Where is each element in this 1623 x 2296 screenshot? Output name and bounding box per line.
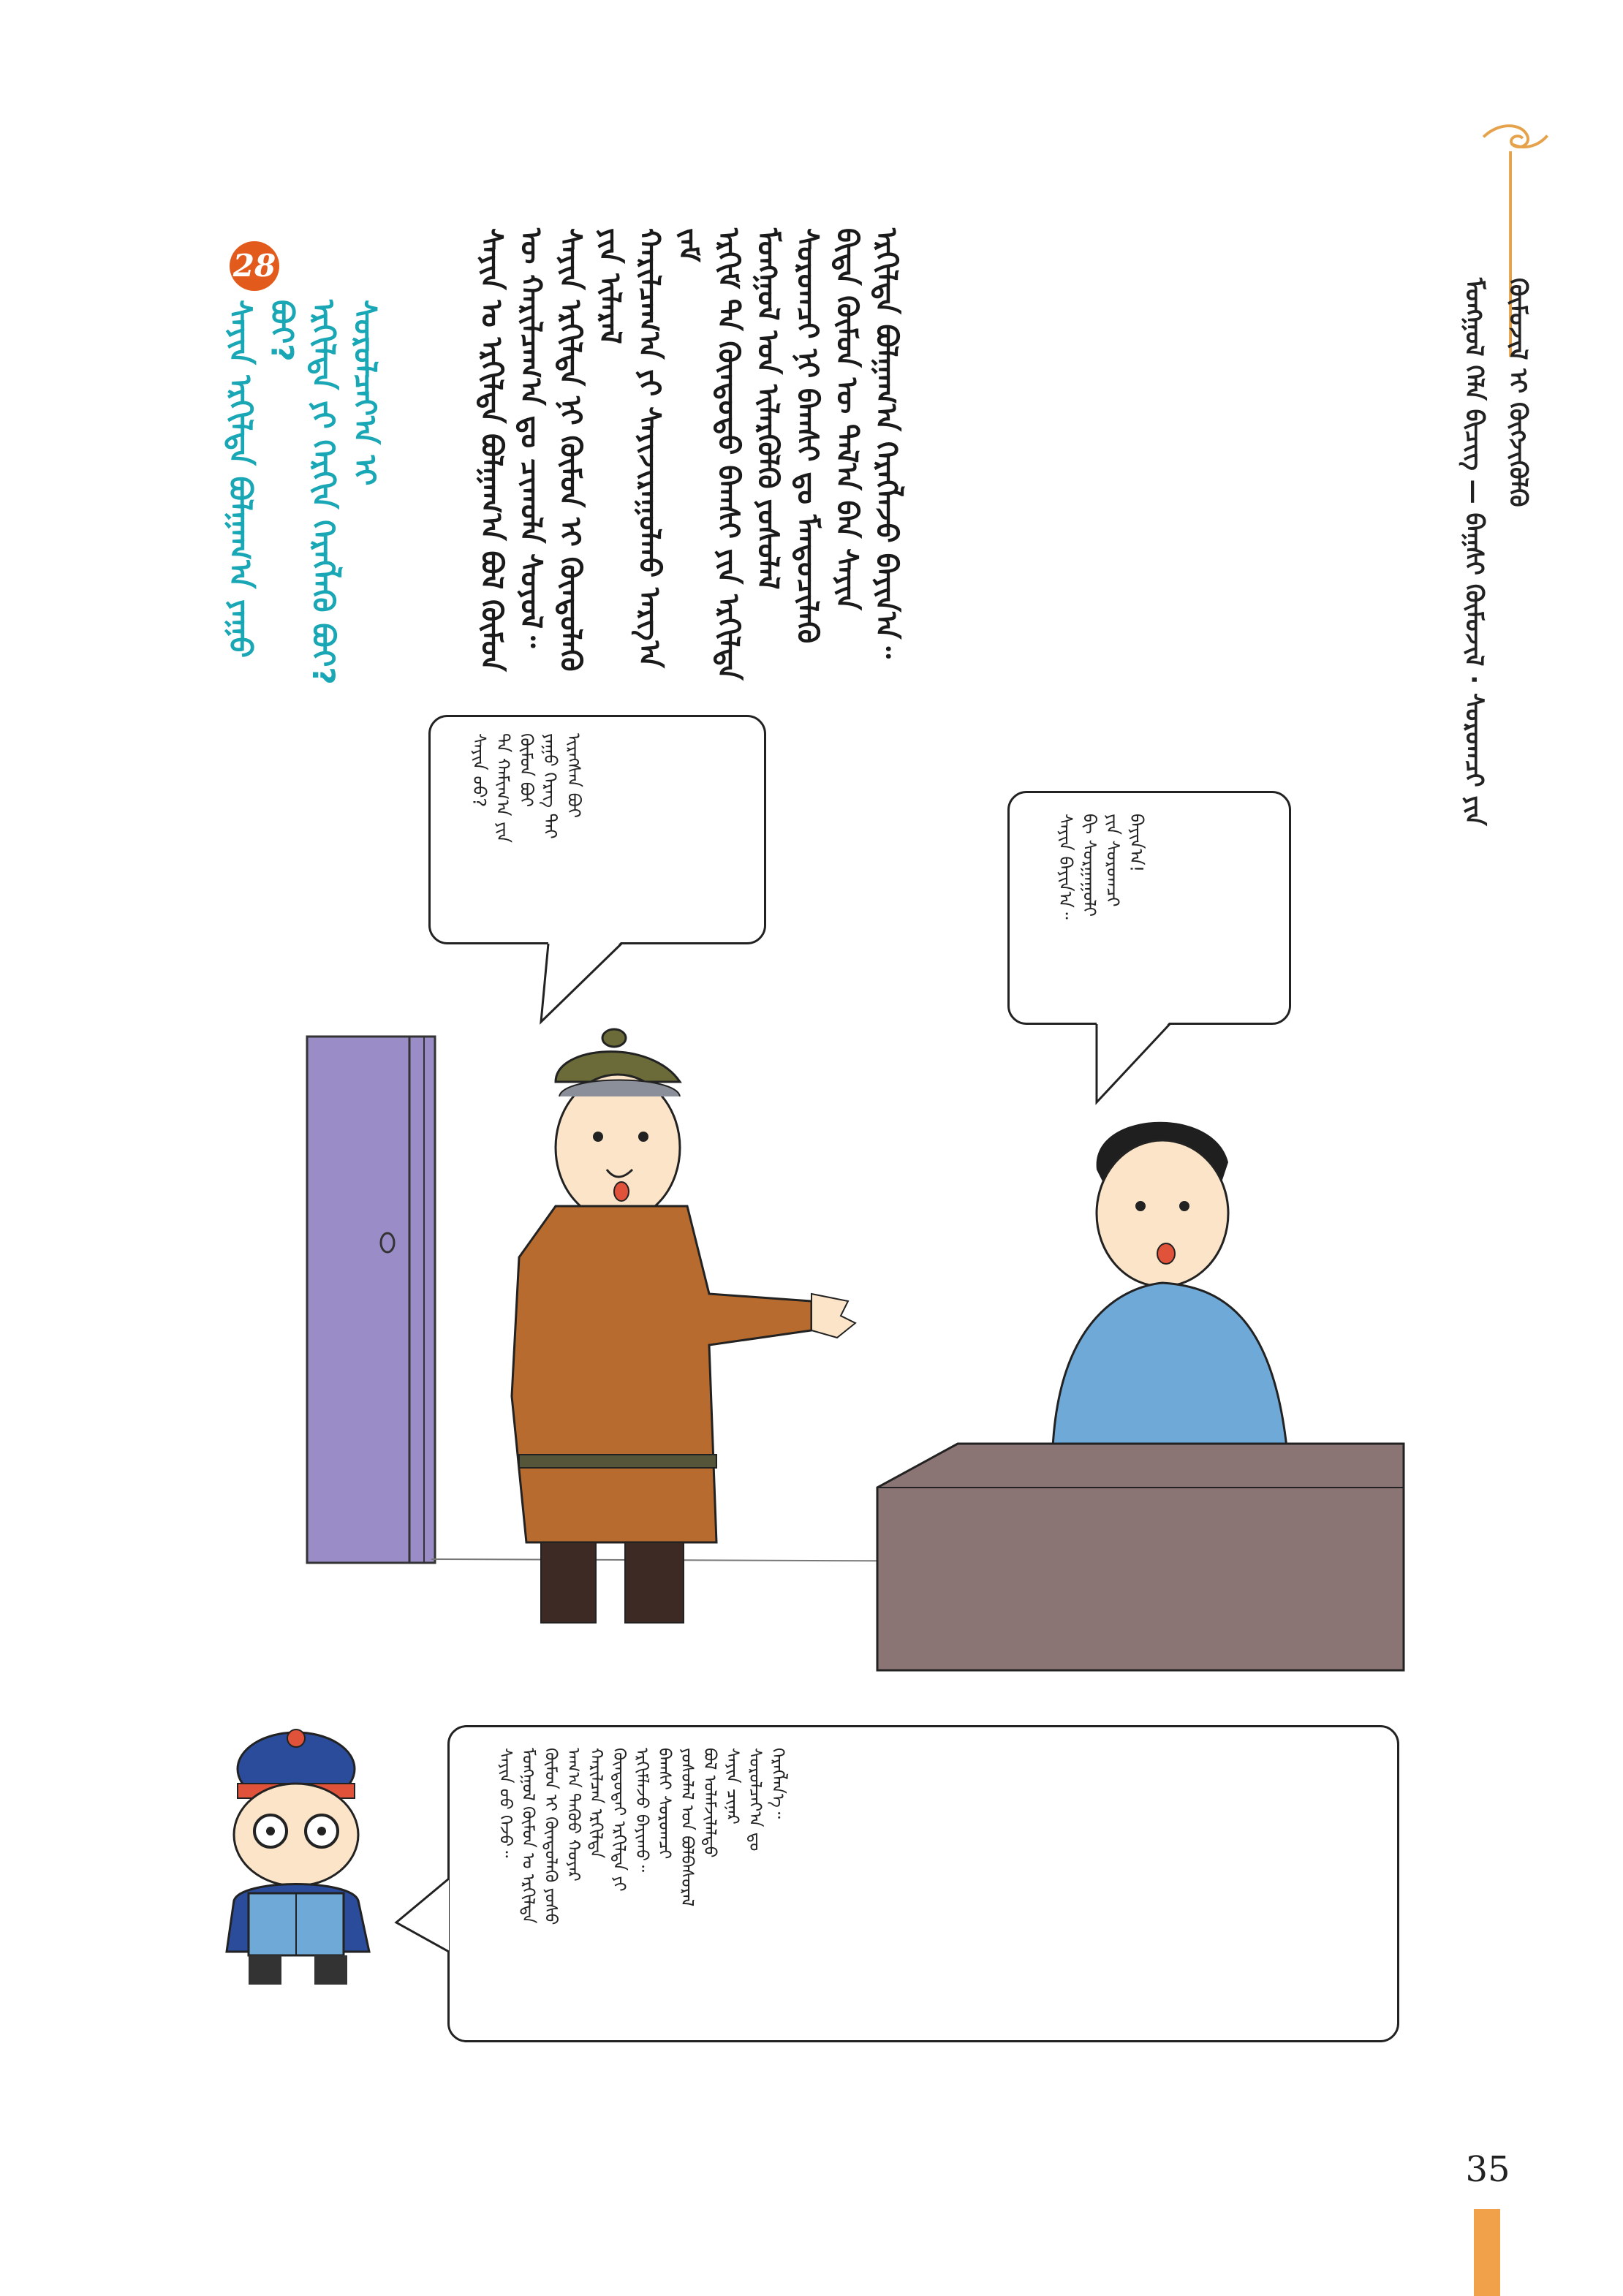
old-man-bubble-tail xyxy=(534,941,621,1029)
student-speech-bubble xyxy=(447,1725,1399,2042)
running-header-title: ᠮᠣᠩᠭᠣᠯ ᠬᠡᠯᠡ ᠪᠢᠴᠢᠭ — ᠪᠠᠭ᠋ᠰᠢ ᠬᠦᠮᠦᠵᠢᠯ · ᠰᠤᠷᠤᠭᠴᠢ ᠶᠢᠨ ᠬᠦᠮᠦᠵᠢᠯ ᠢ ᠬᠥᠭᠵᠢᠭᠦᠯᠬᠦ xyxy=(1459,278,1532,826)
student-bubble-tail xyxy=(396,1871,455,1959)
door-illustration xyxy=(300,1029,446,1570)
young-man-illustration xyxy=(1038,1104,1345,1455)
body-paragraph: ᠰᠠᠶᠢᠨ ᠤ ᠡᠷᠭᠢᠯᠲᠡ ᠪᠣᠯᠭᠠᠭ᠎ᠠ ᠪᠣᠯ ᠬᠦᠮᠦᠨ ᠦ ᠬᠠᠷᠢᠯᠴᠠᠭ᠎ᠠ ᠳᠤ ᠴᠢᠬᠤᠯᠠ ᠰᠣᠶᠣᠯ᠃ ᠰᠠᠶᠢᠨ ᠡᠷᠭᠢᠯᠲᠡ ᠨᠢ ᠬᠦᠮᠦᠨ ᠢ ᠬᠦᠨᠳᠦᠯᠡᠬᠦ ᠶᠢᠨ ᠢᠯᠡᠷᠡᠯ ᠬᠠᠷᠢᠯᠴᠠᠭ᠎ᠠ ᠶᠢ ᠰᠠᠶᠢᠵᠢᠷᠠᠭᠤᠯᠬᠤ ᠠᠷᠭ᠎ᠠ ᠵᠠᠮ ᠡᠷᠬᠢᠮ ᠲᠠ ᠬᠦᠨᠳᠦᠲᠦ ᠪᠠᠭᠰᠢ ᠶᠢᠨ ᠡᠷᠭᠢᠯᠲᠡ ᠮᠣᠩᠭᠣᠯ ᠤᠨ ᠢᠯᠡᠷᠭᠦᠯᠬᠦ ᠶᠣᠰᠣᠯᠠᠯ ᠰᠤᠷᠤᠭᠴᠢ ᠨᠢ ᠪᠠᠭᠰᠢ ᠳᠤ ᠮᠡᠨᠳᠦᠴᠢᠯᠡᠬᠦ ᠪᠢᠳᠡ ᠬᠦᠮᠦᠨ ᠦ ᠲᠠᠯ᠎ᠠ ᠪᠠᠨ ᠰᠠᠶᠢᠨ ᠡᠷᠭᠢᠯᠲᠡ ᠪᠣᠯᠭᠠᠭ᠎ᠠ ᠬᠡᠷᠡᠭᠯᠡᠵᠦ ᠪᠠᠶᠢᠨ᠎ᠠ᠃ xyxy=(474,228,903,681)
old-man-illustration xyxy=(468,1016,907,1689)
young-man-speech-bubble xyxy=(1007,791,1291,1025)
question-number-badge: 28 xyxy=(230,241,279,291)
page-number: 35 xyxy=(1465,2149,1510,2190)
old-man-speech-bubble xyxy=(428,715,766,944)
question-text: ᠰᠠᠶᠢᠨ ᠡᠷᠭᠢᠯᠲᠡ ᠪᠣᠯᠭᠠᠭ᠎ᠠ ᠶᠠᠭᠤ ᠪᠣᠢ? ᠡᠷᠭᠢᠯᠲᠡ ᠶᠢ ᠬᠡᠷᠬᠢᠨ ᠬᠡᠷᠡᠭᠯᠡᠬᠦ ᠪᠣᠢ? ᠰᠤᠷᠤᠯᠴᠠᠶ᠎ᠠ ᠢ xyxy=(222,300,383,685)
student-speech-text: ᠰᠠᠶᠢᠨ ᠤᠤ ᠭᠡᠵᠦ᠃ ᠮᠣᠩᠭᠣᠯ ᠬᠦᠮᠦᠨ ᠤ ᠡᠷᠭᠢᠯᠲᠡ ᠬᠦᠮᠦᠨ ᠢ ᠬᠦᠨᠳᠦᠯᠡᠬᠦ ᠶᠣᠰᠣ ᠠᠬ᠎ᠠ ᠳᠡᠭᠦᠦ ᠬᠣᠶᠠᠷ ᠬᠠᠷᠢᠯᠴᠠᠨ ᠡᠷᠭᠢᠯᠲᠡ ᠬᠦᠨᠳᠦᠲᠡᠢ ᠡᠷᠭᠢᠯᠲᠡ ᠶᠢ ᠡᠷᠬᠢᠮᠯᠡᠵᠦ ᠪᠠᠶᠢᠬᠤ᠃ ᠪᠠᠭᠰᠢ ᠰᠤᠷᠤᠭᠴᠢ ᠶᠣᠰᠣᠯᠠᠯ ᠤᠨ ᠪᠣᠯᠪᠠᠰᠤᠷᠠᠯ ᠪᠣᠯ ᠤᠯᠠᠮᠵᠢᠯᠠᠯᠲᠤ ᠰᠠᠶᠢᠨ ᠴᠢᠨᠠᠷ ᠰᠤᠷᠤᠯᠴᠠᠶ᠎ᠠ ᠳᠤ ᠬᠡᠷᠡᠭᠯᠡᠨ᠎ᠡ᠃ xyxy=(496,1748,787,1925)
old-man-speech-text: ᠰᠠᠶᠢᠨ ᠤᠤ? ᠲᠠ ᠬᠠᠮᠢᠭ᠎ᠠ ᠶᠢᠨ ᠬᠦᠮᠦᠨ ᠪᠣᠢ ᠶᠠᠭᠤ ᠬᠡᠷᠡᠭ ᠲᠡᠢ ᠢᠷᠡᠭᠰᠡᠨ ᠪᠣᠢ xyxy=(469,733,584,844)
young-man-bubble-tail xyxy=(1089,1022,1177,1110)
desk-illustration xyxy=(870,1436,1411,1678)
young-man-speech-text: ᠰᠠᠶᠢᠨ ᠪᠠᠶᠢᠨ᠎ᠠ᠃ ᠪᠢ ᠰᠤᠷᠭᠠᠭᠤᠯᠢ ᠶᠢᠨ ᠰᠤᠷᠤᠭᠴᠢ ᠪᠠᠶᠢᠨ᠎ᠠ! xyxy=(1055,814,1147,920)
reading-boy-illustration xyxy=(212,1732,387,2010)
page-edge-tab xyxy=(1474,2209,1500,2296)
